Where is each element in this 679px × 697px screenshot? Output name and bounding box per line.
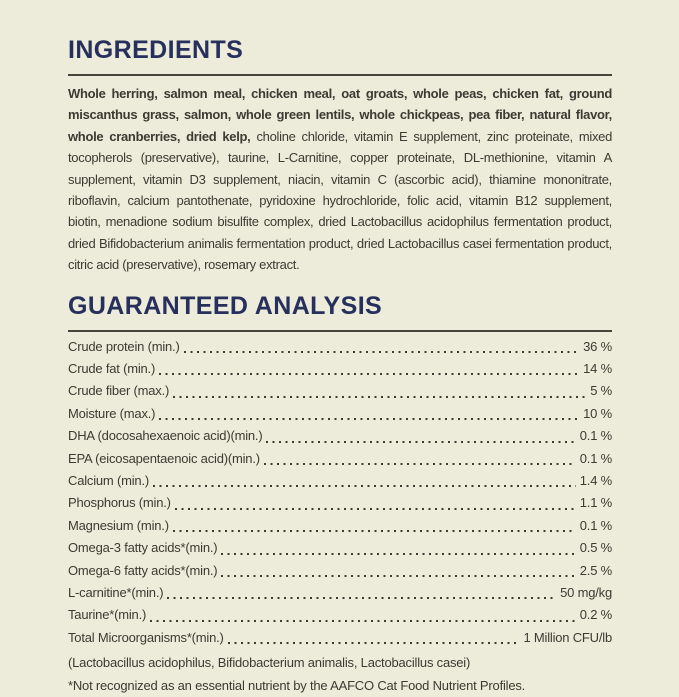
ingredients-divider: [68, 74, 612, 76]
analysis-row: [68, 339, 612, 361]
analysis-row-label: Magnesium (min.): [68, 517, 169, 533]
analysis-row-value: 5 %: [590, 383, 612, 399]
analysis-row-value: 50 mg/kg: [560, 584, 612, 600]
dot-leader: [173, 383, 586, 405]
analysis-row-label: Omega-3 fatty acids*(min.): [68, 540, 218, 556]
dot-leader: [264, 451, 576, 473]
dot-leader: [184, 339, 580, 361]
analysis-row: [68, 540, 612, 562]
ingredients-title: INGREDIENTS: [68, 36, 244, 64]
dot-leader: [167, 585, 556, 607]
dot-leader: [173, 518, 576, 540]
analysis-row-value: 10 %: [583, 405, 612, 421]
analysis-row: [68, 473, 612, 495]
analysis-row-value: 0.1 %: [579, 517, 612, 533]
analysis-row: [68, 428, 612, 450]
guaranteed-analysis-section: [68, 292, 612, 697]
analysis-row-label: DHA (docosahexaenoic acid)(min.): [68, 428, 263, 444]
analysis-rows: [68, 339, 612, 652]
analysis-row-label: Moisture (max.): [68, 405, 156, 421]
ingredients-text: [68, 83, 612, 276]
dot-leader: [221, 540, 575, 562]
analysis-row: [68, 563, 612, 585]
analysis-row: [68, 406, 612, 428]
analysis-row-label: Crude protein (min.): [68, 338, 180, 354]
analysis-row-label: Total Microorganisms*(min.): [68, 629, 224, 645]
dot-leader: [159, 406, 579, 428]
dot-leader: [221, 563, 575, 585]
analysis-row-value: 2.5 %: [579, 562, 612, 578]
analysis-row-value: 0.1 %: [579, 450, 612, 466]
analysis-row-label: L-carnitine*(min.): [68, 584, 164, 600]
analysis-row: [68, 630, 612, 652]
analysis-row-value: 0.5 %: [579, 540, 612, 556]
analysis-row-value: 1 Million CFU/lb: [523, 629, 612, 645]
analysis-row-label: EPA (eicosapentaenoic acid)(min.): [68, 450, 260, 466]
analysis-row: [68, 383, 612, 405]
analysis-row: [68, 518, 612, 540]
dot-leader: [150, 607, 576, 629]
ingredients-main-text: Whole herring, salmon meal, chicken meal, oat groats, whole peas, chicken fat, ground miscanthus grass, salmon, whole green lentils, whole chickpeas, pea fiber, natural flavor, whole cranberries, dried kelp,: [68, 86, 612, 144]
analysis-row-value: 36 %: [583, 338, 612, 354]
dot-leader: [228, 630, 520, 652]
dot-leader: [266, 428, 575, 450]
analysis-row-value: 0.2 %: [579, 607, 612, 623]
analysis-row-value: 1.1 %: [579, 495, 612, 511]
microorganisms-detail: (Lactobacillus acidophilus, Bifidobacterium animalis, Lactobacillus casei): [68, 655, 471, 671]
analysis-row-label: Calcium (min.): [68, 473, 149, 488]
analysis-row: [68, 361, 612, 383]
ingredients-supplement-text: choline chloride, vitamin E supplement, zinc proteinate, mixed tocopherols (preservative), taurine, L-Carnitine, copper proteinate, DL-methionine, vitamin A supplement, vitamin D3 supplement, niacin, vitamin C (ascorbic acid), thiamine mononitrate, riboflavin, calcium pantothenate, pyridoxine hydrochloride, folic acid, vitamin B12 supplement, biotin, menadione sodium bisulfite complex, dried Lactobacillus acidophilus fermentation product, dried Bifidobacterium animalis fermentation product, dried Lactobacillus casei fermentation product, citric acid (preservative), rosemary extract.: [68, 128, 612, 273]
analysis-row: [68, 495, 612, 517]
guaranteed-analysis-divider: [68, 330, 612, 332]
dot-leader: [175, 495, 576, 517]
analysis-row-label: Crude fat (min.): [68, 361, 156, 377]
aafco-footnote: *Not recognized as an essential nutrient by the AAFCO Cat Food Nutrient Profiles.: [68, 677, 526, 693]
analysis-row: [68, 451, 612, 473]
guaranteed-analysis-title: GUARANTEED ANALYSIS: [68, 291, 383, 320]
analysis-row-value: 14 %: [583, 361, 612, 377]
dot-leader: [153, 473, 576, 495]
ingredients-section: [68, 36, 612, 276]
dot-leader: [159, 361, 579, 383]
analysis-row-value: 0.1 %: [579, 428, 612, 444]
analysis-row: [68, 607, 612, 629]
analysis-row: [68, 585, 612, 607]
analysis-row-value: 1.4 %: [579, 473, 612, 488]
analysis-row-label: Crude fiber (max.): [68, 383, 170, 399]
analysis-row-label: Omega-6 fatty acids*(min.): [68, 562, 218, 578]
analysis-row-label: Phosphorus (min.): [68, 495, 171, 511]
analysis-row-label: Taurine*(min.): [68, 607, 147, 623]
